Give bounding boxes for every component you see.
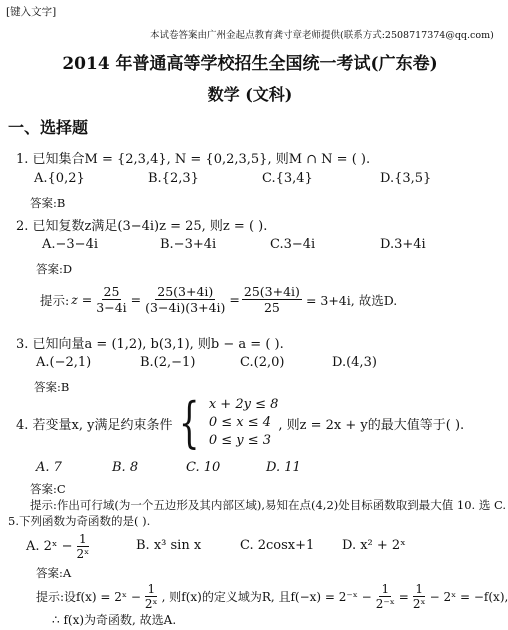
q4-stem (16, 391, 465, 454)
q5-option-a-num: 1 (79, 532, 87, 546)
q5-hint-den-2: 2⁻ˣ (375, 597, 395, 612)
q4-constraint-3: 0 ≤ y ≤ 3 (208, 433, 272, 448)
q5-option-c: C. 2cosx+1 (240, 538, 315, 553)
q5-option-a (26, 532, 93, 562)
answer-provider-note: 本试卷答案由广州金起点教育龚寸章老师提供(联系方式:2508717374@qq.com) (150, 30, 494, 41)
q5-option-b: B. x³ sin x (136, 538, 202, 553)
q2-hint-label: 提示: (40, 292, 70, 308)
q4-constraint-1: x + 2y ≤ 8 (208, 397, 279, 412)
exam-subtitle: 数学 (文科) (207, 85, 293, 104)
q5-stem: 5.下列函数为奇函数的是( ). (8, 514, 151, 528)
q2-fraction-1-num: 25 (103, 284, 120, 299)
q2-fraction-2 (143, 284, 227, 315)
q5-hint-fraction-1 (143, 582, 160, 612)
q4-stem-pre: 4. 若变量x, y满足约束条件 (16, 417, 173, 433)
q3-option-d: D.(4,3) (332, 355, 377, 370)
q3-answer: 答案:B (34, 380, 70, 394)
q5-hint-den-3: 2ˣ (412, 597, 426, 612)
q2-fraction-3 (242, 284, 302, 315)
q3-stem: 3. 已知向量a = (1,2), b(3,1), 则b − a = ( ). (16, 337, 284, 352)
q2-option-c: C.3−4i (270, 237, 316, 252)
q2-stem: 2. 已知复数z满足(3−4i)z = 25, 则z = ( ). (16, 219, 268, 234)
q3-option-a: A.(−2,1) (36, 355, 92, 370)
q5-option-a-den: 2ˣ (76, 547, 90, 562)
q5-option-a-pre: A. 2ˣ − (26, 539, 73, 555)
q2-fraction-2-den: (3−4i)(3+4i) (145, 300, 226, 315)
q1-answer: 答案:B (30, 196, 66, 210)
q5-hint-num-2: 1 (381, 582, 390, 596)
q5-hint (36, 582, 508, 612)
q2-option-d: D.3+4i (380, 237, 426, 252)
q4-stem-post: , 则z = 2x + y的最大值等于( ). (278, 417, 465, 433)
q5-hint-pre: 提示:设f(x) = 2ˣ − (36, 590, 141, 605)
q4-constraint-2: 0 ≤ x ≤ 4 (208, 415, 272, 430)
q2-option-b: B.−3+4i (160, 237, 217, 252)
q2-hint (40, 284, 397, 315)
q1-option-b: B.{2,3} (148, 171, 199, 186)
q2-hint-tail: = 3+4i, 故选D. (305, 292, 398, 308)
q5-hint-fraction-2 (374, 582, 397, 612)
q1-option-a: A.{0,2} (34, 171, 85, 186)
q5-option-a-fraction (74, 532, 91, 562)
q1-option-c: C.{3,4} (262, 171, 313, 186)
q2-fraction-1 (94, 284, 128, 315)
q5-conclusion: ∴ f(x)为奇函数, 故选A. (52, 613, 177, 627)
q5-hint-den-1: 2ˣ (144, 597, 158, 612)
q5-hint-num-1: 1 (147, 582, 156, 596)
q2-fraction-2-num: 25(3+4i) (157, 284, 214, 299)
exam-title: 2014 年普通高等学校招生全国统一考试(广东卷) (62, 54, 438, 74)
q3-option-b: B.(2,−1) (140, 355, 196, 370)
q5-hint-eq: = (398, 589, 409, 604)
q4-answer: 答案:C (30, 482, 66, 496)
q2-equals-2: = (229, 292, 240, 307)
q1-option-d: D.{3,5} (380, 171, 432, 186)
q5-hint-fraction-3 (411, 582, 428, 612)
q5-hint-end: − 2ˣ = −f(x), (429, 589, 508, 604)
q4-hint: 提示:作出可行域(为一个五边形及其内部区域),易知在点(4,2)处目标函数取到最大值 10. 选 C. (30, 498, 507, 512)
left-brace-icon: { (179, 391, 200, 454)
q2-fraction-3-num: 25(3+4i) (243, 284, 300, 299)
q4-constraint-system (172, 391, 279, 454)
q5-answer: 答案:A (36, 566, 72, 580)
q4-option-a: A. 7 (36, 460, 62, 475)
q5-hint-num-3: 1 (415, 582, 424, 596)
q4-option-b: B. 8 (112, 460, 139, 475)
header-tag: [键入文字] (6, 6, 57, 18)
q2-hint-lhs: z = (71, 292, 93, 307)
q2-equals-1: = (130, 292, 142, 307)
q5-option-d: D. x² + 2ˣ (342, 538, 406, 553)
q2-fraction-3-den: 25 (263, 300, 280, 315)
q2-fraction-1-den: 3−4i (96, 300, 127, 315)
q4-option-d: D. 11 (266, 460, 301, 475)
q2-option-a: A.−3−4i (42, 237, 99, 252)
q5-hint-mid: , 则f(x)的定义域为R, 且f(−x) = 2⁻ˣ − (161, 590, 372, 605)
section-heading: 一、选择题 (8, 118, 89, 137)
q2-answer: 答案:D (36, 262, 73, 276)
q3-option-c: C.(2,0) (240, 355, 285, 370)
q1-stem: 1. 已知集合M = {2,3,4}, N = {0,2,3,5}, 则M ∩ N = ( ). (16, 152, 371, 167)
q4-option-c: C. 10 (186, 460, 221, 475)
